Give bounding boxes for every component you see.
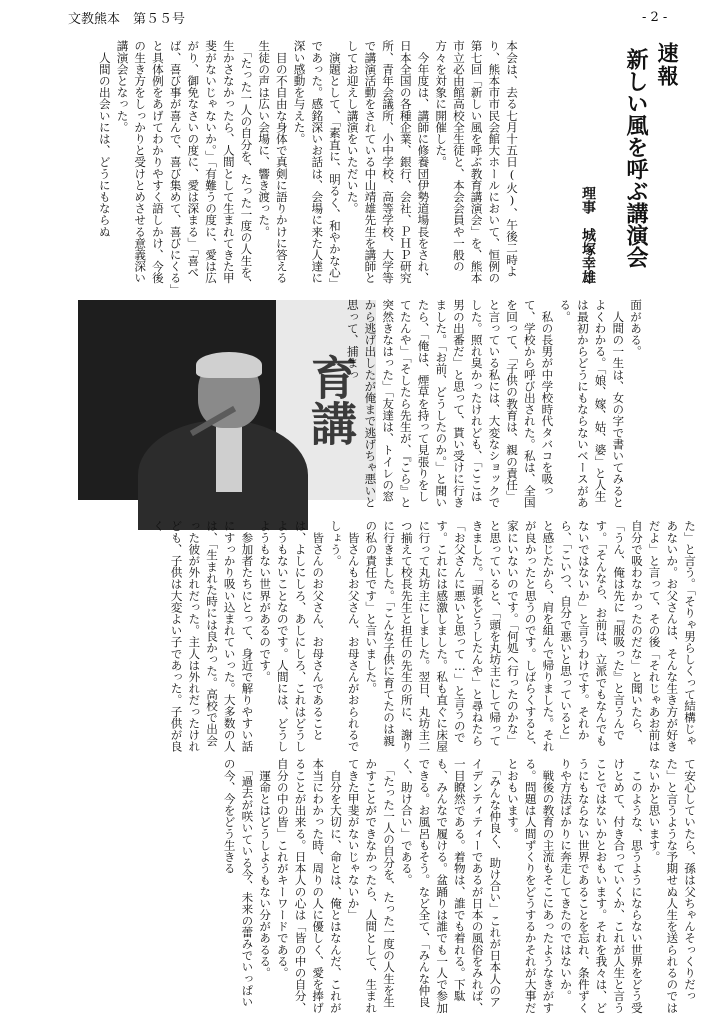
body-text-right: 面がある。 人間の一生は、女の字で書いてみるとよくわかる。「娘、嫁、姑、婆」と人生は最初からどうにもならないベースがある。 私の長男が中学校時代タバコを吸って、学校から呼び出された。私は、全国を回って、「子供の教育は、親の責任」と言っている私には、大変なショックでした。照れ臭かったけれども、「ここは男の出番だ」と思って、貰い受けに行きました。「お前、どうしたのか。」と聞いたら、「俺は、煙草を持って見張りをしてたんや」「そしたら先生が、『こら』と突然きなはった」「友達は、トイレの窓から逃げ出したが俺まで逃げちゃ悪いと思って、捕まっ xyxy=(345,299,643,508)
speaker-photo xyxy=(78,300,376,500)
author-line: 理事 城塚幸雄 xyxy=(580,186,596,284)
speaker-shirt xyxy=(216,422,242,492)
body-text-middle: た」と言う。「そりゃ男らしくって結構じゃあないか。お父さんは、そんな生き方が好きだよ」と言って、その後「それじゃあお前は自分で吸わなかったのだな」と聞いたら、「うん、俺は先に『服吸った』と言うんです。「そんなら、お前は、立派でもなんでもないではないか」と言うわけです。それから、「こいつ、自分で悪いと思っていると」と感じたから、肩を組んで帰りました。それが良かったと思うのです。しばらくすると、家にいないのです。「何処へ行ったのかな」と思っていると、「頭を丸坊主にして帰ってきました。「頭をどうしたんや」と尋ねたら「お父さんに悪いと思って…」と言うのです。これには感激しました。私も直ぐに床屋に行って丸坊主にしました。翌日、丸坊主二つ揃えて校長先生と担任の先生の所に、謝りに行きました。「こんな子供に育てたのは親の私の責任です」と言いました。 皆さんもお父さん、お母さんがおられるでしょう。 皆さんのお父さん、お母さんであることは、よしにしろ、あしにしろ、これはどうしようもないことなのです。人間には、どうしようもない世界があるのです。 参加者たちにとって、身近で解りやすい話にすっかり吸い込まれていった。大多数の人は、「生まれた時には良かった。高校で出会った彼が外れだった。主人は外れだったけれども、子供は大変よい子であった。子供が良く xyxy=(151,520,697,752)
page-number: - 2 - xyxy=(642,10,668,25)
article-title: 新しい風を呼ぶ講演会 xyxy=(623,48,648,268)
header-left: 文教熊本 第５５号 xyxy=(68,12,186,27)
photo-backdrop-banner: 育講 xyxy=(276,300,376,500)
title-flash: 速報 xyxy=(655,42,679,88)
body-text-bottom: て安心していたら、孫は父ちゃんそっくりだった」と言うような予期せぬ人生を送られるのではないかと思います。 このような、思うようにならない世界をどう受けとめて、付き合っていくか、これが人生と言うことではないかとおもいます。それを我々は、どうにもならない世界であることを忘れ、条件ずくりや方法ばかりに奔走してきたのではないか。 戦後の教育の主流もそこにあったようなきがする。問題は人間ずくりをどうするかそれが大事だとおもいます。 「みんな仲良く、助け合い」これが日本人のアイデンティティーであるが日本の風俗をみれば、一目瞭然である。着物は、誰でも着れる。下駄も、みんなで履ける。盆踊りは誰でも一人で参加できる。お風呂もそう。など全て、「みんな仲良く、助け合い」である。 「たった一人の自分を、たった一度の人生を生かすことができなかったら、人間として、生まれてきた甲斐がないじゃないか」 自分を大切に、命とは、俺とはなんだ、これが本当にわかった時、周りの人に優しく、愛を捧げることが出来る。日本人の心は「皆の中の自分、自分の中の皆」これがキーワードである。 運命とはどうしようもない分があるる。 「過去が咲いている今、未来の蕾みでいっぱいの今、今をどう生きる xyxy=(222,758,697,1014)
body-text-intro: 本会は、去る七月十五日(火)、午後二時より、熊本市市民会館大ホールにおいて、恒例の第七回「新しい風を呼ぶ教育講演会」を、熊本市立必由館高校全生徒と、本会会員や一般の方々を対象に開催した。 今年度は、講師に修養団伊勢道場長をされ、日本全国の各種企業、銀行、会社、ＰＨＰ研究所、青年会議所、小中学校、高等学校、大学等で講演活動をされている中山靖雄先生を講師としてお迎えし講演をいただいた。 演題として、「素直に、明るく、和やかな心」であった。感銘深いお話は、会場に来た人達に深い感動を与えた。 目の不自由な身体で真剣に語りかけに答える生徒の声は広い会場に、響き渡った。 「たった一人の自分を、たった一度の人生を、生かさなかったら、人間として生まれてきた甲斐がないじゃないか。」「有難うの度に、愛は広がり、御免なさいの度に、愛は深まる」「喜べば、喜び事が喜んで、喜び集めて、喜びにくる」と具体例をあげてわかりやすく語しかけ、今後の生き方をしっかりと受けとめさせる意義深い講演会となった。 人間の出会いには、どうにもならぬ xyxy=(97,40,519,290)
speaker-hair xyxy=(196,352,262,378)
